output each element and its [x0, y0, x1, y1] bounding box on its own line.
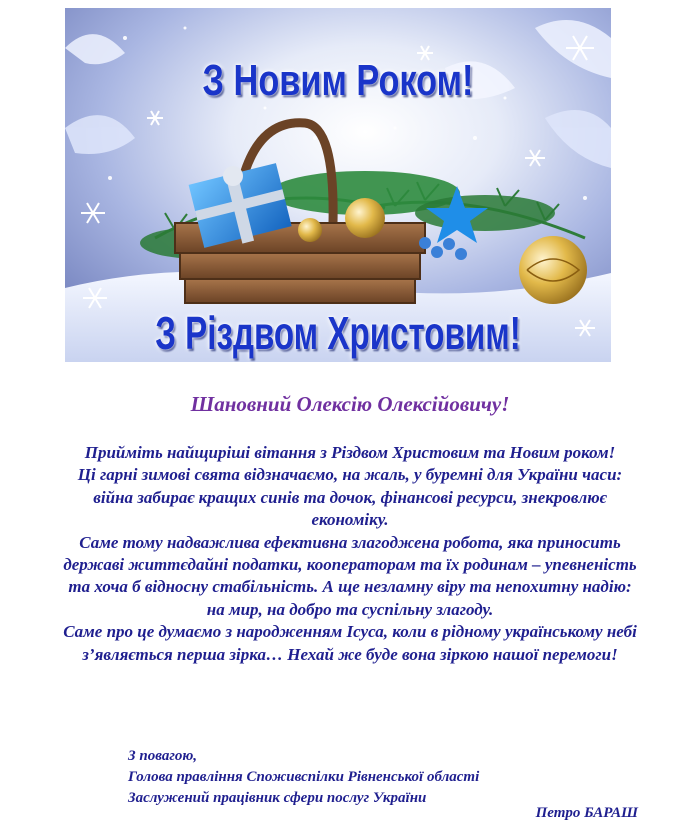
letter-paragraph: Саме тому надважлива ефективна злагоджена робота, яка приносить державі життєдайні податки, кооператорам та їх родинам – упевненість та хоча б відносну стабільність. А ще незламну віру та непохитну надію: на мир, на добро та суспільну злагоду. [63, 532, 637, 619]
holiday-banner [65, 8, 611, 362]
letter-paragraph: Ці гарні зимові свята відзначаємо, на жаль, у буремні для України часи: війна забирає кращих синів та дочок, фінансові ресурси, знекровлює економіку. [77, 465, 623, 530]
signature-name: Петро БАРАШ [535, 805, 638, 821]
banner-title-new-year: З Новим Роком! [202, 56, 474, 105]
signature-title: Заслужений працівник сфери послуг України [128, 790, 427, 806]
letter-paragraph: Прийміть найщиріші вітання з Різдвом Христовим та Новим роком! [84, 443, 616, 462]
signature-position: Голова правління Споживспілки Рівненської області [128, 769, 480, 785]
signature-closing: З повагою, [128, 748, 198, 764]
signature-block [128, 746, 479, 809]
banner-title-christmas: З Різдвом Христовим! [155, 307, 521, 359]
letter-body [60, 442, 640, 666]
salutation: Шановний Олексію Олексійовичу! [190, 392, 510, 416]
letter-paragraph: Саме про це думаємо з народженням Ісуса, коли в рідному українському небі з’являється перша зірка… Нехай же буде вона зіркою нашої перемоги! [63, 622, 637, 664]
